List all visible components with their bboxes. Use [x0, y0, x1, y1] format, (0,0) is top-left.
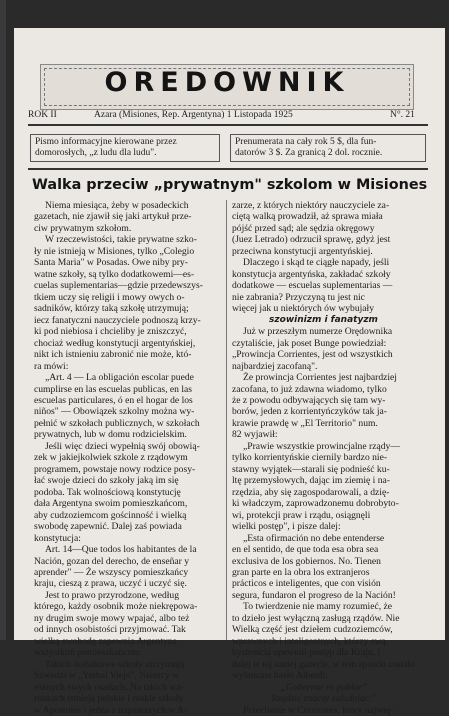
article-text-line: „Esta ofirmación no debe entenderse: [243, 532, 385, 544]
info-box-left: [30, 134, 220, 162]
article-text-line: runkach istnieją polskie i ruskie szkoły: [34, 693, 184, 705]
article-text-line: Że prowincja Corrientes jest najbardziej: [243, 372, 397, 384]
article-text-line: exclusiva de los gobiernos. No. Tienen: [232, 555, 381, 567]
article-text-line: wszystkim pomieszkańcom.: [34, 647, 143, 659]
article-text-line: więcej jak u niektórych ów wybujały: [232, 303, 374, 315]
article-text-line: różnych swych osadach. Na takich wa-: [34, 681, 184, 693]
article-text-line: cumplirse en las escuelas publicas, en las: [34, 383, 192, 395]
article-text-line: en el sentido, de que toda esa obra sea: [232, 544, 379, 556]
article-text-line: wykonane hasło Alberdi:: [232, 670, 328, 682]
article-text-line: ciw prywatnym szkołom.: [34, 222, 132, 234]
header-rule: [28, 124, 428, 126]
article-text-line: ki władczym, zaprowadzonemu dobrobyto-: [232, 498, 399, 510]
article-text-line: nie zabrania? Przyczyną tu jest nic: [232, 291, 365, 303]
article-headline: Walka przeciw „prywatnym" szkolom w Misiones: [32, 177, 428, 193]
article-text-line: To twierdzenie nie mamy rozumieć, że: [243, 601, 393, 613]
article-text-line: chociaż według konstytucji argentyńskiej,: [34, 337, 196, 349]
article-text-line: najbardziej zacofaną".: [232, 360, 318, 372]
article-text-line: sadników, którzy taką szkołę utrzymują;: [34, 303, 189, 315]
article-text-line: zarze, z których niektóry nauczyciele za-: [232, 200, 390, 211]
article-text-line: Dlaczego i skąd te ciągłe napady, jeśli: [243, 257, 390, 269]
article-text-line: kraju, cieszą z prawa, uczyć i uczyć się.: [34, 578, 187, 590]
article-text-line: nikt ich istnieniu zabronić nie może, któ-: [34, 349, 192, 361]
article-text-line: Jest to prawo przyrodzone, według: [45, 589, 180, 601]
issue-info-line: [28, 110, 428, 122]
article-text-line: ki pod niebiosa i chcieliby je zniszczyć,: [34, 326, 187, 338]
article-text-line: od innych osobistości przyjmować. Tak: [34, 624, 186, 636]
issue-number: N°. 21: [390, 110, 415, 120]
article-text-line: zacofana, to już zdawna wiadomo, tylko: [232, 383, 387, 395]
article-text-line: w Apostoles i jedna z najstarszych w A-: [34, 704, 188, 716]
article-text-line: dodatkowe — escuelas suplementarias —: [232, 280, 393, 292]
article-text-line: czytaliście, jak poset Bunge powiedział:: [232, 337, 387, 349]
article-text-line: iecz fanatyczni nauczyciele podnoszą krzy-: [34, 314, 201, 326]
article-text-line: wielką swobodę zapewnia Argentyna: [34, 635, 177, 647]
issue-place-date: Azara (Misiones, Rep. Argentyna) 1 Listopada 1925: [94, 110, 293, 120]
article-text-line: Rządzić znaczy zaludniać.": [271, 693, 376, 705]
article-text-line: że z powodu odbywających się tam wy-: [232, 394, 386, 406]
article-column-right: [232, 200, 415, 716]
article-text-line: Szwedzi w „Yerbal Viejo", Niemcy w: [34, 670, 179, 682]
article-text-line: cuelas suplementarias—gdzie przedewszys-: [34, 280, 203, 292]
article-text-line: Już w przeszłym numerze Orędownika: [243, 326, 393, 338]
article-text-line: rzędzia, aby się zagospodarowali, a dzię-: [232, 486, 390, 498]
article-text-line: aprender" — Że wszyscy pomieszkańcy: [34, 567, 189, 578]
issue-year: ROK II: [28, 110, 57, 120]
article-text-line: Takich dodatkowe szkoły utrzymują: [45, 658, 185, 670]
info-box-right: [230, 134, 426, 162]
article-text-line: Jeśli więc dzieci wypełnią swój obowią-: [45, 440, 200, 452]
article-text-line: Santa Maria" w Posadas. Owe niby pry-: [34, 257, 188, 269]
article-text-line: „Prawie wszystkie prowincjalne rządy—: [243, 440, 400, 452]
article-text-line: dała Argentyna swoim pomieszkańcom,: [34, 498, 188, 510]
article-text-line: Niema miesiąca, żeby w posadeckich: [45, 200, 189, 211]
article-text-line: wprawnych i inteligentnych, którzy swą: [232, 635, 386, 647]
article-text-line: programem, powstaje nowy rodzice posy-: [34, 463, 196, 475]
article-text-line: krawie prawdę w „El Territorio" num.: [232, 417, 378, 429]
article-text-line: wi, protekcji praw i rządu, osiągnęli: [232, 509, 371, 521]
masthead-frame: [40, 64, 414, 110]
article-text-line: to dzieło jest wyłączną zasługą rządów. Nie: [232, 612, 400, 624]
info-box-right-line: datorów 3 $. Za granicą 2 dol. rocznie.: [235, 148, 383, 158]
info-box-left-line: Pismo informacyjne kierowane przez: [35, 137, 177, 147]
article-text-line: Przeciwnie w Corrientes, który najwię-: [243, 704, 394, 716]
article-text-line: szowinizm i fanatyzm: [269, 314, 378, 325]
article-text-line: Art. 14—Que todos los habitantes de la: [45, 544, 197, 556]
article-text-line: tkiem uczy się religii i mowy owych o-: [34, 291, 185, 303]
article-text-line: ciętą walką prowadził, aż sprawa miała: [232, 211, 383, 223]
article-text-line: konstytucja:: [34, 532, 81, 544]
article-text-line: ły nie istnieją w Misiones, tylko „Colegio: [34, 245, 195, 257]
article-text-line: wielki postęp", i pisze dalej:: [232, 521, 341, 533]
article-text-line: „Prowincja Corrientes, jest od wszystkich: [232, 349, 393, 361]
article-text-line: niños" — Obowiązek szkolny można wy-: [34, 406, 195, 418]
column-divider: [226, 200, 227, 640]
article-text-line: tylko korrientyńskie ciernily bardzo nie-: [232, 452, 388, 464]
article-text-line: gazetach, nie zjawił się jaki artykuł prze-: [34, 211, 192, 223]
article-text-line: ra mówi:: [34, 360, 69, 372]
article-text-line: bystrością upewnili postęp dla Kraju, i: [232, 647, 381, 659]
scan-edge-left: [0, 0, 6, 640]
article-text-line: „Gobernar es poblar": [280, 681, 367, 693]
article-text-line: stawny wyjątek—starali się podnieść ku-: [232, 463, 390, 475]
article-text-line: pełnić w szkołach publicznych, w szkołach: [34, 417, 200, 429]
boxes-rule: [28, 168, 428, 170]
article-text-line: przeciwna konstytucji argentyńskiej.: [232, 245, 373, 257]
article-text-line: aby cudzoziemcom gościnność i wielką: [34, 509, 187, 521]
article-text-line: Nación, gozan del derecho, de enseñar y: [34, 555, 190, 567]
article-text-line: ltę przemysłowych, dając im ziemię i na-: [232, 475, 390, 487]
article-text-line: escuelas particulares, ó en el hogar de los: [34, 394, 193, 406]
article-text-line: gran parte en la obra los extranjeros: [232, 567, 370, 578]
article-text-line: pójść przed sąd; ale sędzia okręgowy: [232, 222, 375, 234]
article-text-line: prácticos e inteligentes, que con visión: [232, 578, 381, 590]
article-text-line: konstytucja argentyńska, zakładać szkoły: [232, 268, 391, 280]
article-text-line: Wielką część jest dziełem cudzoziemców,: [232, 624, 393, 636]
article-text-line: prywatnych, lub w domu rodzicielskim.: [34, 429, 187, 441]
article-text-line: segura, fundaron el progreso de la Nación!: [232, 589, 396, 601]
article-text-line: łać swoje dzieci do szkoły jaką im się: [34, 475, 179, 487]
article-text-line: dalej w tej samej gazecie, w tem sposób zostało: [232, 658, 415, 670]
article-text-line: (Juez Letrado) odrzucił sprawę, gdyż jest: [232, 234, 391, 246]
article-text-line: „Art. 4 — La obligación escolar puede: [45, 372, 194, 384]
masthead-title: OREDOWNIK: [104, 67, 350, 98]
info-box-left-line: domorosłych, „z ludu dla ludu".: [35, 148, 157, 158]
article-text-line: którego, każdy osobnik może niekrępowa-: [34, 601, 198, 613]
info-box-right-line: Prenumerata na cały rok 5 $, dla fun-: [235, 137, 377, 147]
article-text-line: swobodę zapewnić. Dalej zaś powiada: [34, 521, 182, 533]
article-column-left: [34, 200, 217, 716]
article-text-line: podoba. Tak wolnościową konstytucję: [34, 486, 181, 498]
article-text-line: zek w jakiejkolwiek szkole z rządowym: [34, 452, 188, 464]
article-text-line: borów, jeden z korrientyńczyków tak ja-: [232, 406, 387, 418]
article-text-line: ny drugim swoje mowy wpajać, albo też: [34, 612, 190, 624]
article-text-line: 82 wyjawił:: [232, 429, 278, 441]
article-text-line: W rzeczewistości, takie prywatne szko-: [45, 234, 197, 246]
article-text-line: watne szkoły, są tylko dodatkowemi—es-: [34, 268, 195, 280]
